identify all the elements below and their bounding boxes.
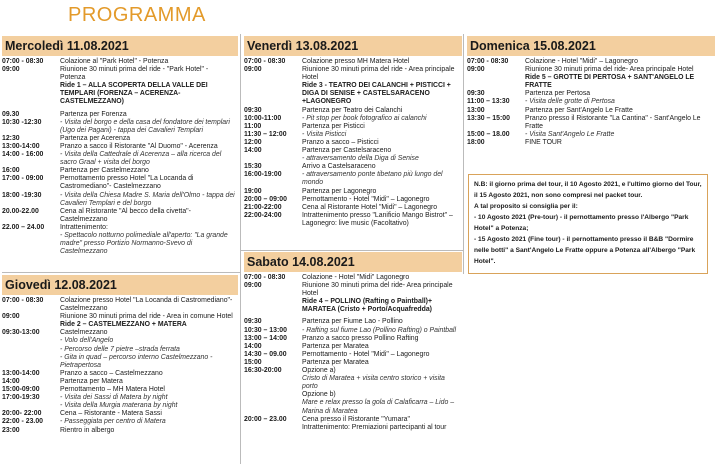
schedule-row (244, 115, 462, 123)
day-saturday (244, 252, 462, 432)
schedule-time: 09:00 (467, 66, 485, 74)
schedule-activity: - Visita dei Sassi di Matera by night (60, 394, 168, 402)
schedule-time: 18:00 -19:30 (2, 191, 42, 199)
schedule-time (467, 74, 525, 90)
schedule-activity: Partenza per Sant'Angelo Le Fratte (525, 106, 633, 114)
schedule-row (244, 343, 462, 351)
schedule-row (244, 212, 462, 228)
schedule-activity: - Visita delle grotte di Pertosa (525, 98, 615, 106)
schedule-row (2, 151, 238, 167)
schedule-row (244, 274, 462, 282)
schedule-time: 10:00-11:00 (244, 114, 282, 122)
schedule-activity: Colazione al "Park Hotel" - Potenza (60, 58, 169, 65)
schedule-time: 14:00 (244, 342, 262, 350)
schedule-activity: Pranzo a sacco il Ristorante "Al Duomo" - Acerenza (60, 142, 218, 150)
schedule-activity: Castelmezzano (60, 329, 108, 337)
schedule-time: 09:30 (467, 90, 485, 98)
schedule-activity: Cristo di Maratea + visita centro storico + visita porto (302, 375, 445, 391)
schedule-activity: Riunione 30 minuti prima del ride- Area principale Hotel (302, 282, 453, 298)
schedule-time: 09.30 (2, 110, 20, 118)
schedule-activity: - Volo dell'Angelo (60, 337, 114, 345)
schedule-activity: - Passeggiata per centro di Matera (60, 418, 166, 426)
schedule-activity: Intrattenimento: (60, 223, 108, 231)
schedule-time (244, 391, 302, 399)
schedule-row (244, 327, 462, 335)
schedule-row (2, 313, 238, 321)
day-sunday (467, 36, 715, 147)
schedule-time: 15:30 (244, 163, 262, 171)
schedule-activity: Pernottamento – MH Matera Hotel (60, 386, 165, 394)
schedule-time: 09:30 (244, 318, 262, 326)
schedule-time: 07:00 - 08:30 (244, 58, 286, 65)
schedule-row (244, 204, 462, 212)
schedule-activity: Riunione 30 minuti prima del ride - Area principale Hotel (302, 66, 455, 82)
schedule-row (244, 107, 462, 115)
schedule-activity: Opzione b) (302, 391, 336, 399)
schedule-row (244, 188, 462, 196)
schedule-time: 15:00 – 18.00 (467, 130, 510, 138)
schedule-row (2, 175, 238, 191)
schedule-row (244, 282, 462, 298)
schedule-time: 18:00 (467, 138, 485, 146)
schedule-row (2, 394, 238, 402)
schedule-activity: - Pit stop per book fotografico ai calanchi (302, 114, 427, 122)
schedule-row (244, 399, 462, 415)
schedule-activity: - attraversamento ponte tibetano più lungo del mondo (302, 171, 443, 187)
schedule-activity: Ride 5 – GROTTE DI PERTOSA + SANT'ANGELO LE FRATTE (525, 74, 695, 90)
schedule-time: 22.00 – 24.00 (2, 223, 45, 231)
schedule-time: 21:00-22:00 (244, 203, 282, 211)
schedule-row (244, 318, 462, 326)
schedule-time: 17:00 - 09:00 (2, 175, 44, 183)
schedule-activity: Cena – Ristorante - Matera Sassi (60, 410, 162, 418)
schedule-row (244, 131, 462, 139)
schedule-time: 14:00 (244, 147, 262, 155)
column-divider (240, 34, 241, 464)
schedule-activity: Intrattenimento: Premiazioni partecipanti al tour (302, 423, 447, 431)
schedule-activity: - Visita della Murgia materana by night (60, 402, 178, 410)
schedule-activity: Pernottamento - Hotel "Midi" – Lagonegro (302, 350, 430, 358)
schedule-row (2, 378, 238, 386)
schedule-row (2, 58, 238, 66)
schedule-list (2, 295, 238, 435)
day-header: Giovedì 12.08.2021 (2, 275, 238, 295)
schedule-row (2, 232, 238, 256)
schedule-row (244, 123, 462, 131)
schedule-time: 22:00-24:00 (244, 211, 282, 219)
schedule-activity: Partenza per Fiume Lao - Pollino (302, 318, 403, 326)
schedule-activity: Partenza per Acerenza (60, 134, 131, 142)
schedule-time: 09:00 (2, 66, 20, 74)
schedule-time: 09:00 (244, 282, 262, 290)
schedule-row (2, 111, 238, 119)
schedule-time (2, 354, 60, 370)
schedule-row (2, 119, 238, 135)
schedule-activity: Pranzo presso il Ristorante "La Cantina" - Sant'Angelo Le Fratte (525, 114, 701, 130)
schedule-row (467, 90, 715, 98)
schedule-list (2, 56, 238, 256)
schedule-row (244, 147, 462, 155)
schedule-time (2, 82, 60, 106)
schedule-row (2, 386, 238, 394)
day-thursday (2, 275, 238, 435)
schedule-activity: Riunione 30 minuti prima del ride - Area in comune Hotel (60, 313, 233, 321)
schedule-activity: Ride 4 – POLLINO (Rafting o Paintball)+ MARATEA (Cristo + Porto/Acquafredda) (302, 298, 432, 314)
schedule-time (2, 337, 60, 345)
schedule-row (2, 66, 238, 82)
schedule-row (467, 98, 715, 106)
day-header: Mercoledì 11.08.2021 (2, 36, 238, 56)
schedule-time (2, 346, 60, 354)
schedule-activity: Partenza per Teatro dei Calanchi (302, 106, 403, 114)
schedule-time: 10:30 – 13:00 (244, 326, 287, 334)
schedule-time: 19:00 (244, 187, 262, 195)
schedule-row (467, 115, 715, 131)
schedule-row (244, 298, 462, 314)
schedule-activity: Partenza per Maratea (302, 342, 369, 350)
schedule-activity: Ride 2 – CASTELMEZZANO + MATERA (60, 321, 187, 329)
schedule-row (2, 297, 238, 313)
schedule-activity: Partenza per Pisticci (302, 122, 365, 130)
section-divider (241, 250, 463, 251)
schedule-time: 14:30 – 09.00 (244, 350, 287, 358)
schedule-row (244, 416, 462, 424)
schedule-activity: Partenza per Castelmezzano (60, 167, 149, 175)
schedule-time (244, 399, 302, 415)
schedule-list (244, 272, 462, 432)
schedule-row (2, 224, 238, 232)
schedule-time: 23:00 (2, 426, 20, 434)
schedule-time: 20:00- 22:00 (2, 410, 42, 418)
schedule-time (244, 424, 302, 432)
schedule-row (2, 418, 238, 426)
schedule-activity: Colazione presso Hotel "La Locanda di Castromediano"- Castelmezzano (60, 297, 233, 313)
schedule-activity: - Spettacolo notturno polimediale all'aperto: "La grande madre" presso Portizio Normanno-Svevo di Castelmezzano (60, 231, 228, 256)
schedule-row (467, 139, 715, 147)
schedule-activity: Colazione - Hotel "Midi" – Lagonegro (525, 58, 638, 65)
column-divider (463, 34, 464, 274)
schedule-activity: - Visita della Cattedrale di Acerenza – alla ricerca del sacro Graal + visita del borgo (60, 151, 222, 167)
schedule-time: 11:00 (244, 122, 262, 130)
schedule-row (2, 402, 238, 410)
schedule-time: 15:00 (244, 358, 262, 366)
schedule-time (244, 155, 302, 163)
day-friday (244, 36, 462, 228)
schedule-activity: - Visita della Chiesa Madre S. Maria dell'Olmo - tappa dei Cavalieri Templari e del borgo (60, 191, 235, 207)
schedule-row (2, 427, 238, 435)
schedule-time: 07:00 - 08:30 (467, 58, 509, 65)
schedule-time (2, 321, 60, 329)
schedule-activity: Colazione presso MH Matera Hotel (302, 58, 410, 65)
schedule-activity: - Visita Sant'Angelo Le Fratte (525, 130, 615, 138)
schedule-activity: Pranzo a sacco – Castelmezzano (60, 369, 163, 377)
schedule-activity: Cena al Ristorante "Al becco della civetta"- Castelmezzano (60, 207, 191, 223)
schedule-activity: Partenza per Maratea (302, 358, 369, 366)
note-text: - 15 Agosto 2021 (Fine tour) - il pernottamento presso il B&B "Dormire nelle botti" a Sant'Angelo Le Fratte oppure a Potenza all'Albergo "Park Hotel". (474, 236, 696, 265)
schedule-row (2, 337, 238, 345)
schedule-activity: Partenza per Matera (60, 377, 123, 385)
schedule-time: 11:30 – 12:00 (244, 130, 287, 138)
page-title: PROGRAMMA (68, 4, 206, 26)
schedule-time (2, 402, 60, 410)
schedule-row (467, 58, 715, 66)
schedule-row (244, 375, 462, 391)
schedule-activity: Arrivo a Castelsaraceno (302, 163, 376, 171)
schedule-row (2, 192, 238, 208)
schedule-time: 20:00 – 09:00 (244, 195, 287, 203)
schedule-row (244, 171, 462, 187)
schedule-time: 12:30 (2, 134, 20, 142)
schedule-activity: Partenza per Lagonegro (302, 187, 377, 195)
schedule-row (2, 410, 238, 418)
schedule-time: 13:00 – 14:00 (244, 334, 287, 342)
schedule-time: 13:00-14:00 (2, 142, 40, 150)
schedule-time: 11:00 – 13:30 (467, 98, 510, 106)
schedule-activity: Cena al Ristorante Hotel "Midi" – Lagonegro (302, 203, 438, 211)
schedule-row (244, 359, 462, 367)
schedule-row (2, 346, 238, 354)
schedule-row (244, 82, 462, 106)
note-box (468, 174, 708, 274)
section-divider (2, 272, 240, 273)
schedule-time: 12:00 (244, 138, 262, 146)
schedule-time: 10:30 -12:30 (2, 118, 42, 126)
schedule-row (244, 424, 462, 432)
schedule-activity: Riunione 30 minuti prima del ride - "Park Hotel" - Potenza (60, 66, 209, 82)
schedule-row (467, 66, 715, 74)
schedule-activity: Ride 3 - TEATRO DEI CALANCHI + PISTICCI + DIGA DI SENISE + CASTELSARACENO +LAGONEGRO (302, 82, 451, 106)
schedule-activity: Partenza per Castelsaraceno (302, 147, 392, 155)
schedule-row (244, 155, 462, 163)
schedule-activity: Opzione a) (302, 367, 336, 375)
schedule-row (2, 167, 238, 175)
schedule-row (244, 335, 462, 343)
schedule-activity: Cena presso il Ristorante "Yumara" (302, 415, 410, 423)
schedule-time: 09:00 (244, 66, 262, 74)
schedule-activity: Rientro in albergo (60, 426, 115, 434)
schedule-activity: Pernottamento presso Hotel "La Locanda di Castromediano"- Castelmezzano (60, 175, 194, 191)
schedule-row (244, 351, 462, 359)
schedule-time: 07:00 - 08:30 (244, 274, 286, 281)
day-header: Domenica 15.08.2021 (467, 36, 715, 56)
schedule-row (2, 329, 238, 337)
schedule-row (2, 370, 238, 378)
schedule-activity: Ride 1 – ALLA SCOPERTA DELLA VALLE DEI TEMPLARI (FORENZA – ACERENZA-CASTELMEZZANO) (60, 82, 208, 106)
schedule-activity: - Visita Pisticci (302, 130, 347, 138)
day-header: Venerdì 13.08.2021 (244, 36, 462, 56)
schedule-time: 13:00-14:00 (2, 369, 40, 377)
schedule-time: 16:00-19:00 (244, 171, 282, 179)
note-text: N.B: il giorno prima del tour, il 10 Agosto 2021, e l'ultimo giorno del Tour, il 15 Agosto 2021, non sono compresi nel packet tour. (474, 181, 702, 199)
schedule-activity: Pernottamento - Hotel "Midi" – Lagonegro (302, 195, 430, 203)
schedule-row (2, 208, 238, 224)
schedule-activity: Partenza per Pertosa (525, 90, 591, 98)
schedule-activity: - attraversamento della Diga di Senise (302, 155, 419, 163)
schedule-row (244, 66, 462, 82)
note-text: A tal proposito si consiglia per il: (474, 203, 578, 210)
schedule-row (244, 367, 462, 375)
schedule-time: 15:00-09:00 (2, 386, 40, 394)
schedule-time: 13:30 – 15:00 (467, 114, 510, 122)
schedule-activity: Mare e relax presso la gola di Calaficarra – Lido – Marina di Maratea (302, 399, 455, 415)
schedule-time: 13:00 (467, 106, 485, 114)
schedule-time: 20:00 – 23.00 (244, 415, 287, 423)
schedule-activity: - Percorso delle 7 pietre –strada ferrata (60, 345, 180, 353)
schedule-time: 09:00 (2, 313, 20, 321)
schedule-row (2, 143, 238, 151)
schedule-list (244, 56, 462, 228)
schedule-time: 07:00 - 08:30 (2, 297, 44, 304)
schedule-activity: Pranzo a sacco – Pisticci (302, 138, 379, 146)
schedule-row (2, 135, 238, 143)
schedule-row (467, 107, 715, 115)
schedule-time: 09:30 (244, 106, 262, 114)
schedule-activity: Pranzo a sacco presso Pollino Rafting (302, 334, 419, 342)
schedule-activity: Partenza per Forenza (60, 110, 127, 118)
schedule-activity: FINE TOUR (525, 138, 562, 146)
schedule-time: 14:00 - 16:00 (2, 151, 44, 159)
schedule-row (244, 58, 462, 66)
schedule-time: 17:00-19:30 (2, 394, 40, 402)
schedule-time: 09:30-13:00 (2, 329, 40, 337)
schedule-row (244, 139, 462, 147)
schedule-time: 20.00-22.00 (2, 207, 39, 215)
schedule-row (244, 163, 462, 171)
schedule-time: 16:00 (2, 167, 20, 175)
schedule-row (244, 196, 462, 204)
schedule-row (2, 354, 238, 370)
day-header: Sabato 14.08.2021 (244, 252, 462, 272)
schedule-row (244, 391, 462, 399)
schedule-time (244, 82, 302, 106)
schedule-activity: Intrattenimento presso "Lanificio Mango Bistrot" – Lagonegro: live music (Facoltativo) (302, 211, 453, 227)
schedule-row (467, 131, 715, 139)
schedule-activity: - Visita del borgo e della casa del fondatore dei templari (Ugo dei Pagani) - tappa dei Cavalieri Templari (60, 118, 230, 134)
day-wednesday (2, 36, 238, 256)
schedule-activity: Riunione 30 minuti prima del ride- Area principale Hotel (525, 66, 694, 74)
schedule-time (2, 232, 60, 256)
note-text: - 10 Agosto 2021 (Pre-tour) - il pernottamento presso l'Albergo "Park Hotel" a Potenza; (474, 214, 689, 232)
schedule-time: 22:00 - 23.00 (2, 418, 43, 426)
schedule-time: 16:30-20:00 (244, 367, 282, 375)
schedule-time (244, 298, 302, 314)
schedule-time: 14:00 (2, 377, 20, 385)
schedule-row (2, 82, 238, 106)
schedule-time (244, 375, 302, 391)
schedule-row (467, 74, 715, 90)
schedule-row (2, 321, 238, 329)
schedule-activity: - Gita in quad – percorso interno Castelmezzano - Pietrapertosa (60, 353, 213, 369)
schedule-activity: Colazione - Hotel "Midi" Lagonegro (302, 274, 410, 281)
schedule-list (467, 56, 715, 147)
schedule-time: 07:00 - 08:30 (2, 58, 44, 65)
schedule-activity: - Rafting sul fiume Lao (Pollino Rafting) o Paintball (302, 326, 456, 334)
